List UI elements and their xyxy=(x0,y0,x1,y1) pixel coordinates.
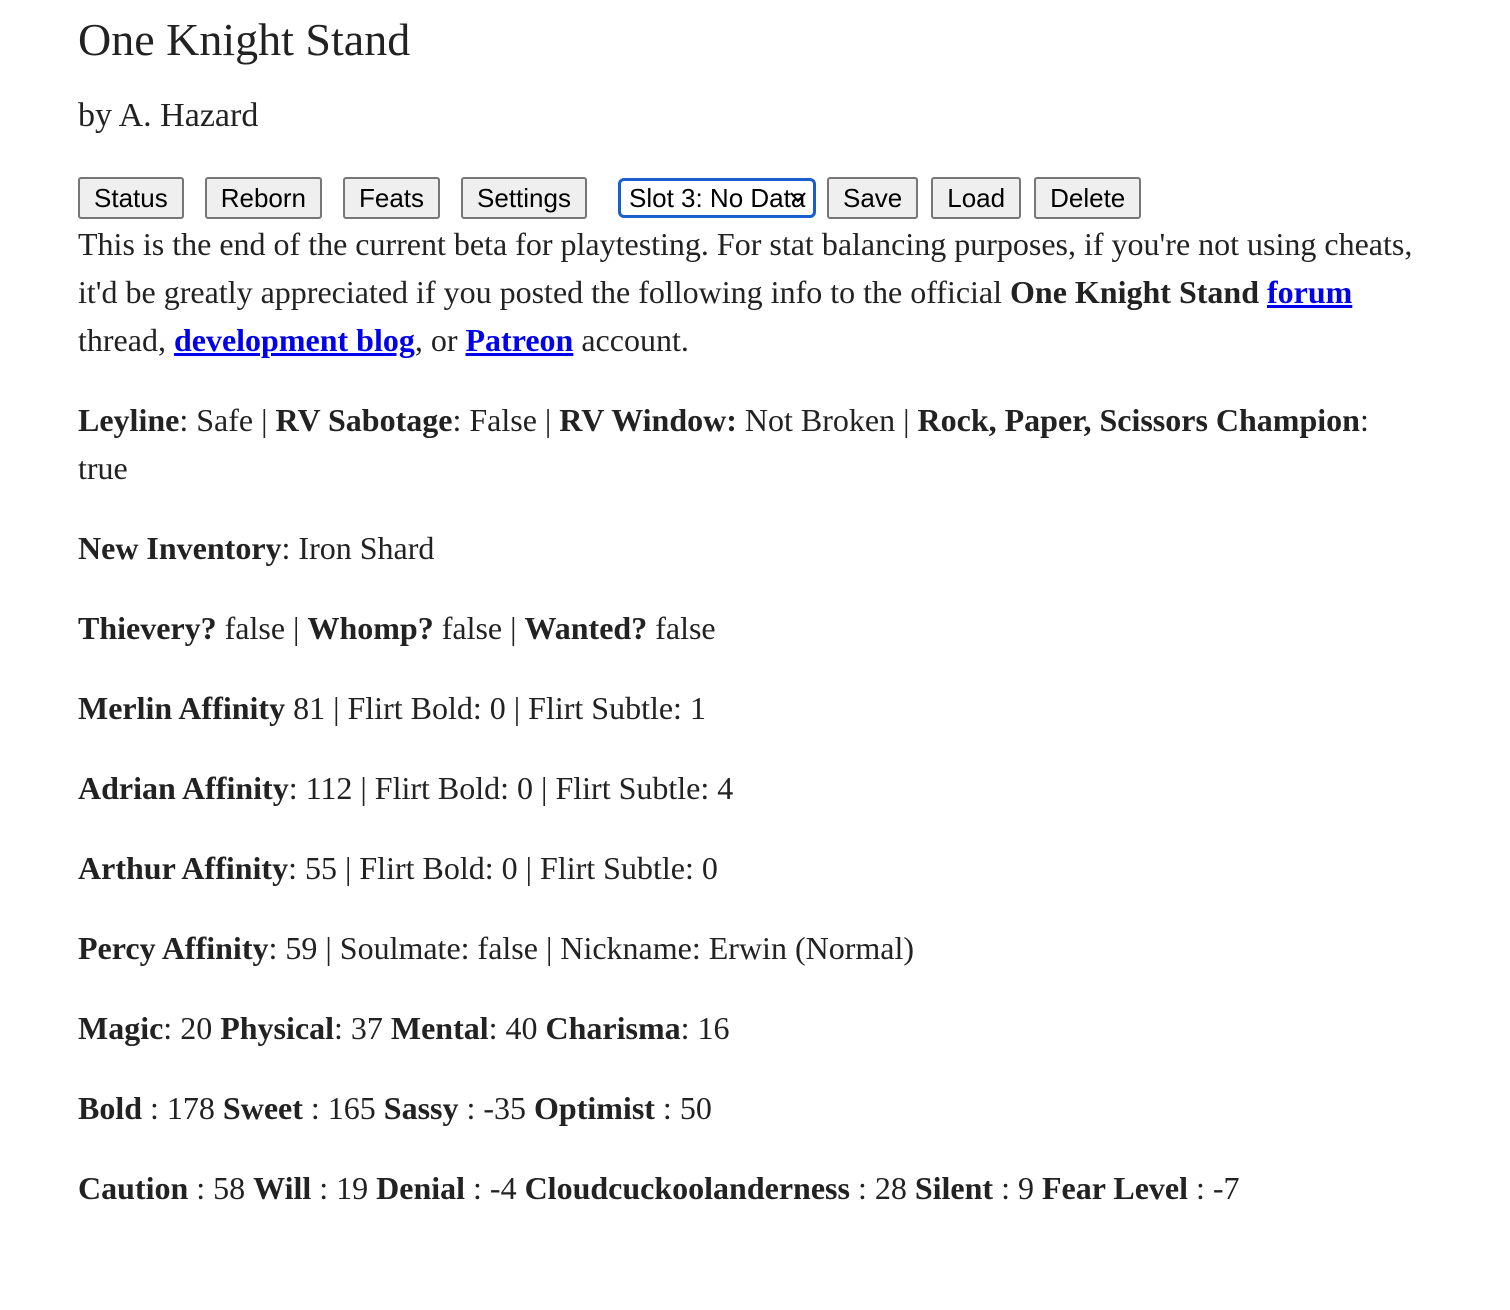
stat-label: Rock, Paper, Scissors Champion xyxy=(917,402,1360,438)
stat-value: : 55 | Flirt Bold: 0 | Flirt Subtle: 0 xyxy=(288,850,718,886)
game-name: One Knight Stand xyxy=(1010,274,1259,310)
intro-text: This is the end of the current beta for playtesting. For stat balancing purposes, if you're not using cheats, it'd be greatly appreciated if you posted the following info to the official xyxy=(78,226,1413,310)
stat-label: Bold xyxy=(78,1090,143,1126)
stat-label: Mental xyxy=(390,1010,489,1046)
load-button[interactable]: Load xyxy=(931,177,1021,219)
stat-label: Sassy xyxy=(383,1090,459,1126)
save-slot-selected-value: Slot 3: No Data xyxy=(628,182,806,213)
toolbar xyxy=(78,176,1420,220)
stat-value: : 28 xyxy=(849,1170,915,1206)
stat-value: : Iron Shard xyxy=(281,530,435,566)
stat-value: : -35 xyxy=(458,1090,535,1126)
stat-label: Cloudcuckoolanderness xyxy=(524,1170,850,1206)
stat-label: RV Window: xyxy=(559,402,737,438)
feats-button[interactable]: Feats xyxy=(343,177,440,219)
stat-label: Silent xyxy=(914,1170,994,1206)
stat-label: Magic xyxy=(78,1010,164,1046)
page-title: One Knight Stand xyxy=(78,14,411,65)
stat-value: : Safe | xyxy=(179,402,276,438)
content xyxy=(78,220,1420,1212)
intro-text: , or xyxy=(414,322,466,358)
stat-label: Optimist xyxy=(534,1090,655,1126)
stat-value: false | xyxy=(433,610,525,646)
stat-value: : 59 | Soulmate: false | Nickname: Erwin (Normal) xyxy=(268,930,914,966)
stat-label: RV Sabotage xyxy=(275,402,453,438)
stat-value: : 50 xyxy=(654,1090,712,1126)
flags-line xyxy=(78,604,1420,652)
stat-value: : 9 xyxy=(993,1170,1042,1206)
stat-value: : true xyxy=(78,402,1369,486)
forum-link[interactable]: forum xyxy=(1266,274,1353,310)
delete-button[interactable]: Delete xyxy=(1034,177,1141,219)
save-button[interactable]: Save xyxy=(827,177,918,219)
adrian-affinity-line xyxy=(78,764,1420,812)
stat-value: : False | xyxy=(452,402,560,438)
stat-value: : 178 xyxy=(142,1090,223,1126)
intro-text: thread, xyxy=(78,322,174,358)
intro-text: account. xyxy=(573,322,689,358)
chevron-down-icon xyxy=(789,190,807,204)
author-byline: by A. Hazard xyxy=(78,97,259,134)
stat-label: Sweet xyxy=(222,1090,303,1126)
save-slot-select[interactable] xyxy=(618,178,816,218)
stat-value: : 37 xyxy=(333,1010,391,1046)
stat-value: : 19 xyxy=(311,1170,377,1206)
stat-value: : 16 xyxy=(680,1010,730,1046)
stat-value: : 112 | Flirt Bold: 0 | Flirt Subtle: 4 xyxy=(288,770,734,806)
stat-value: : -4 xyxy=(465,1170,525,1206)
personality-stats-line xyxy=(78,1084,1420,1132)
stat-value: false | xyxy=(216,610,308,646)
intro-paragraph xyxy=(78,220,1420,364)
stat-value: : 20 xyxy=(163,1010,221,1046)
stat-label: Fear Level xyxy=(1041,1170,1188,1206)
stat-label: Arthur Affinity xyxy=(78,850,289,886)
stat-label: Adrian Affinity xyxy=(78,770,289,806)
stat-label: Percy Affinity xyxy=(78,930,269,966)
stat-label: Physical xyxy=(220,1010,334,1046)
percy-affinity-line xyxy=(78,924,1420,972)
stat-label: Merlin Affinity xyxy=(78,690,286,726)
stat-label: Whomp? xyxy=(307,610,434,646)
core-stats-line xyxy=(78,1004,1420,1052)
stat-label: Charisma xyxy=(545,1010,681,1046)
trait-stats-line xyxy=(78,1164,1420,1212)
stat-value: : -7 xyxy=(1187,1170,1240,1206)
settings-button[interactable]: Settings xyxy=(461,177,587,219)
stat-label: Caution xyxy=(78,1170,189,1206)
status-button[interactable]: Status xyxy=(78,177,184,219)
stat-label: Leyline xyxy=(78,402,180,438)
stat-value: : 165 xyxy=(302,1090,384,1126)
stat-value: : 58 xyxy=(188,1170,254,1206)
stat-label: New Inventory xyxy=(78,530,282,566)
stat-label: Wanted? xyxy=(524,610,648,646)
stat-label: Denial xyxy=(376,1170,466,1206)
stat-value: false xyxy=(647,610,716,646)
inventory-line xyxy=(78,524,1420,572)
patreon-link[interactable]: Patreon xyxy=(465,322,574,358)
stat-value: Not Broken | xyxy=(736,402,918,438)
stat-label: Thievery? xyxy=(78,610,217,646)
stat-value: : 40 xyxy=(488,1010,546,1046)
arthur-affinity-line xyxy=(78,844,1420,892)
reborn-button[interactable]: Reborn xyxy=(205,177,322,219)
development-blog-link[interactable]: development blog xyxy=(173,322,415,358)
stat-label: Will xyxy=(253,1170,312,1206)
merlin-affinity-line xyxy=(78,684,1420,732)
world-state-line xyxy=(78,396,1420,492)
stat-value: 81 | Flirt Bold: 0 | Flirt Subtle: 1 xyxy=(285,690,706,726)
